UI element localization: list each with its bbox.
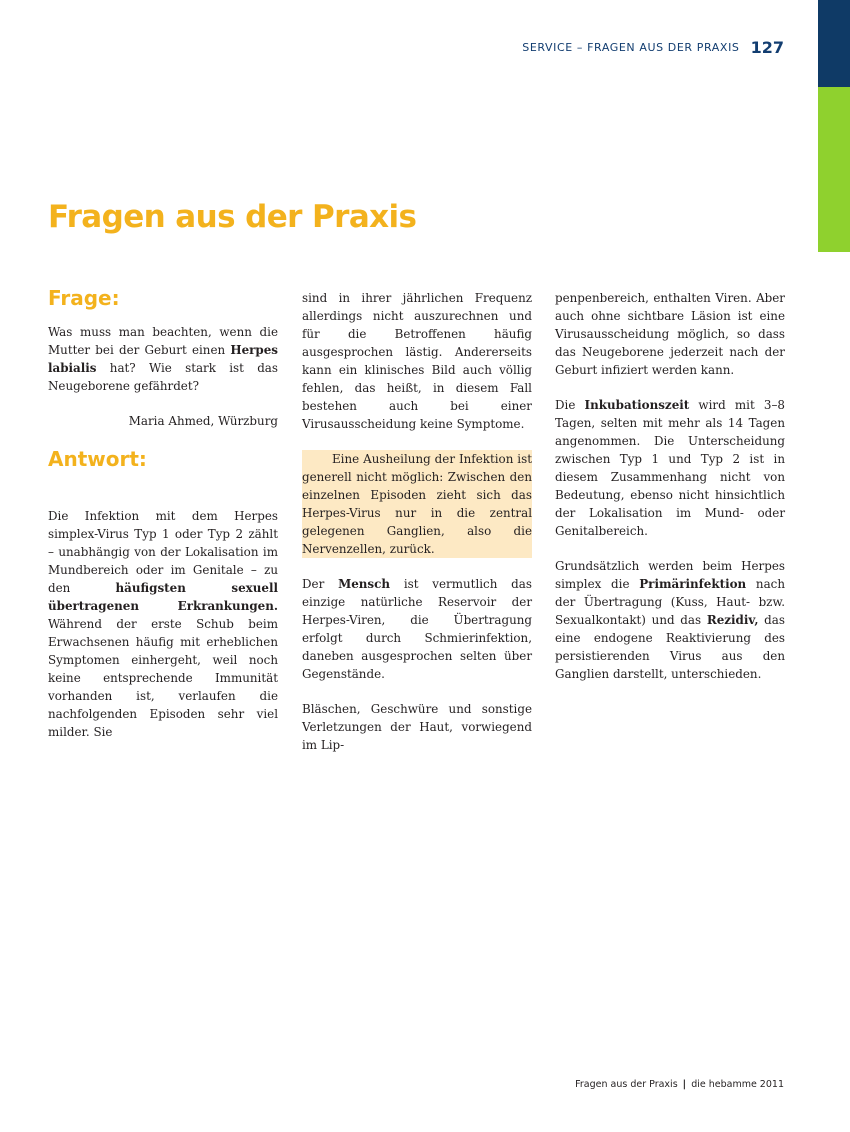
answer-paragraph-6: Grundsätzlich werden beim Herpes simplex die Primärinfektion nach der Übertragung (Kuss, Haut- bzw. Sexualkontakt) und das Rezidiv, das eine endogene Reaktivierung des persistierenden Virus aus den Ganglien darstellt, unterschieden. (555, 559, 785, 681)
answer-paragraph-1-continued: sind in ihrer jährlichen Frequenz allerdings nicht auszurechnen und für die Betroffenen häufig ausgesprochen lästig. Andererseits kann ein klinisches Bild auch völlig fehlen, das heißt, in diesem Fall bestehen auch bei einer Virusausscheidung keine Symptome. (302, 291, 532, 431)
answer-paragraph-5: Die Inkubationszeit wird mit 3–8 Tagen, selten mit mehr als 14 Tagen angenommen. Die Unterscheidung zwischen Typ 1 und Typ 2 ist in diesem Zusammenhang nicht von Bedeutung, ebenso nicht hinsichtlich der Lokalisation im Mund- oder Genitalbereich. (555, 398, 785, 538)
footer-separator: | (682, 1079, 687, 1090)
column-2 (302, 289, 532, 771)
question-heading: Frage: (48, 286, 120, 310)
answer-paragraph-3: Der Mensch ist vermutlich das einzige natürliche Reservoir der Herpes-Viren, die Übertragung erfolgt durch Schmierinfektion, daneben ausgesprochen selten über Gegenstände. (302, 577, 532, 681)
page-number: 127 (750, 38, 784, 57)
answer-paragraph-4: Bläschen, Geschwüre und sonstige Verletzungen der Haut, vorwiegend im Lip- (302, 702, 532, 752)
column-3 (555, 289, 785, 700)
highlight-quote: Eine Ausheilung der Infektion ist generell nicht möglich: Zwischen den einzelnen Episoden zieht sich das Herpes-Virus nur in die zentral gelegenen Ganglien, also die Nervenzellen, zurück. (302, 452, 532, 556)
side-tab-green (818, 87, 850, 252)
question-author: Maria Ahmed, Würzburg (128, 414, 278, 428)
side-tab-navy (818, 0, 850, 87)
answer-paragraph-4-continued: penpenbereich, enthalten Viren. Aber auch ohne sichtbare Läsion ist eine Virusausscheidung möglich, so dass das Neugeborene jederzeit nach der Geburt infiziert werden kann. (555, 291, 785, 377)
section-label: SERVICE – FRAGEN AUS DER PRAXIS (522, 41, 740, 54)
page-footer (575, 1079, 784, 1090)
answer-part-1 (48, 507, 278, 758)
footer-publication: die hebamme 2011 (691, 1079, 784, 1090)
footer-title: Fragen aus der Praxis (575, 1079, 678, 1090)
question-text: Was muss man beachten, wenn die Mutter bei der Geburt einen Herpes labialis hat? Wie stark ist das Neugeborene gefährdet? (48, 325, 278, 393)
answer-heading: Antwort: (48, 447, 147, 471)
page-title: Fragen aus der Praxis (48, 199, 417, 235)
running-header (522, 37, 784, 57)
column-1 (48, 286, 278, 485)
answer-paragraph-1: Die Infektion mit dem Herpes simplex-Virus Typ 1 oder Typ 2 zählt – unabhängig von der Lokalisation im Mundbereich oder im Genitale – zu den häufigsten sexuell übertragenen Erkrankungen. Während der erste Schub beim Erwachsenen häufig mit erheblichen Symptomen einhergeht, weil noch keine entsprechende Immunität vorhanden ist, verlaufen die nachfolgenden Episoden sehr viel milder. Sie (48, 509, 278, 739)
